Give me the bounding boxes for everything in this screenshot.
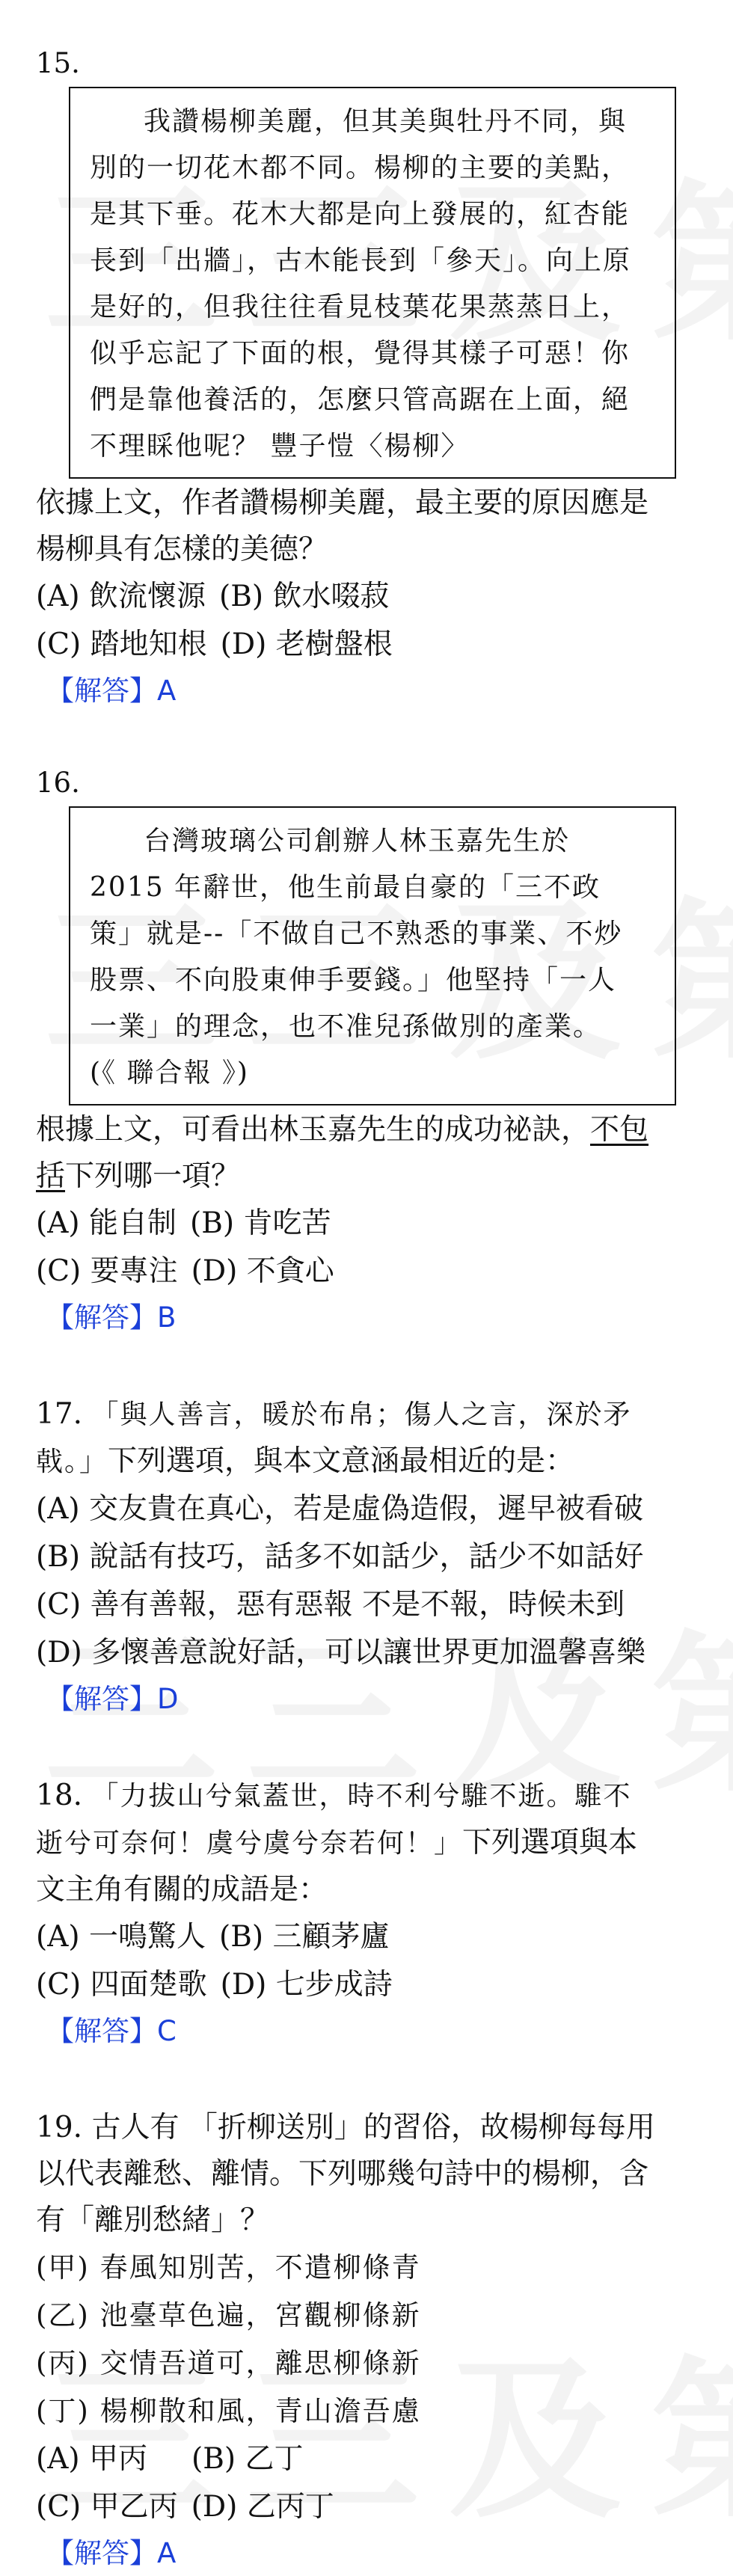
option-a[interactable]: (A) 飲流懷源 [36,580,206,613]
passage-line: 我讚楊柳美麗，但其美與牡丹不同，與 [144,106,628,137]
poem-item: (乙) 池臺草色遍，宮觀柳條新 [36,2299,421,2331]
option-b[interactable]: (B) 飲水啜菽 [219,580,390,613]
quoted-text: 逝兮可奈何！虞兮虞兮奈若何！」 [36,1828,463,1859]
passage-line: 是好的，但我往往看見枝葉花果蒸蒸日上， [90,292,631,322]
option-d[interactable]: (D) 老樹盤根 [220,628,393,661]
question-number: 17. [36,1397,83,1431]
answer-label: 【解答】A [46,675,177,707]
passage-line: 似乎忘記了下面的根，覺得其樣子可惡！你 [90,338,631,369]
question-number: 16. [36,767,80,799]
passage-box [69,806,676,1105]
answer-label: 【解答】B [46,1301,177,1334]
poem-item: (丁) 楊柳散和風，青山澹吾慮 [36,2395,421,2427]
option-c[interactable]: (C) 善有善報，惡有惡報 不是不報，時候未到 [36,1588,625,1622]
option-b[interactable]: (B) 三顧茅廬 [219,1920,390,1954]
poem-items [36,2244,697,2435]
passage-line: 長到「出牆」，古木能長到「參天」。向上原 [90,245,632,276]
question-19 [36,2105,697,2576]
question-stem: 19. 古人有 「折柳送別」的習俗，故楊柳每每用 以代表離愁、離情。下列哪幾句詩中的楊柳，含 有「離別愁緒」？ [36,2111,655,2237]
option-c[interactable]: (C) 踏地知根 [36,628,207,661]
option-d[interactable]: (D) 不貪心 [191,1254,334,1288]
option-d[interactable]: (D) 多懷善意說好話，可以讓世界更加溫馨喜樂 [36,1636,646,1669]
option-a[interactable]: (A) 能自制 [36,1206,177,1240]
quoted-text: 「與人善言，暖於布帛；傷人之言，深於矛 [91,1399,632,1430]
passage-line: 股票、不向股東伸手要錢。」他堅持「一人 [90,965,617,996]
question-15 [36,45,697,714]
option-a[interactable]: (A) 一鳴驚人 [36,1920,206,1954]
option-c[interactable]: (C) 四面楚歌 [36,1968,207,2002]
passage-line: 一業」的理念，也不准兒孫做別的產業。 [90,1011,602,1042]
quoted-text: 「力拔山兮氣蓋世，時不利兮騅不逝。騅不 [91,1781,632,1812]
question-stem: 17. 「與人善言，暖於布帛；傷人之言，深於矛 戟。」下列選項，與本文意涵最相近的是： [36,1397,632,1478]
options [36,2435,697,2531]
quoted-text: 戟。」 [36,1447,108,1477]
answer-label: 【解答】C [46,2015,177,2047]
option-d[interactable]: (D) 乙丙丁 [191,2490,334,2524]
question-17 [36,1391,697,1722]
options [36,1485,697,1677]
answer-label: 【解答】D [46,1683,179,1715]
question-number: 15. [36,47,80,79]
poem-item: (甲) 春風知別苦，不遣柳條青 [36,2251,421,2284]
option-b[interactable]: (B) 乙丁 [191,2442,304,2476]
question-stem: 根據上文，可看出林玉嘉先生的成功祕訣，不包 括下列哪一項？ [36,1113,649,1193]
passage-box [69,87,676,479]
question-number: 19. [36,2111,83,2144]
option-d[interactable]: (D) 七步成詩 [220,1968,393,2002]
question-16 [36,764,697,1340]
passage-line: 們是靠他養活的，怎麼只管高踞在上面，絕 [90,384,631,415]
question-number: 18. [36,1779,83,1812]
options [36,573,697,669]
underlined-text: 不包 [590,1113,649,1147]
option-b[interactable]: (B) 說話有技巧，話多不如話少，話少不如話好 [36,1540,644,1574]
passage-line: 台灣玻璃公司創辦人林玉嘉先生於 [144,826,571,856]
passage-line: 別的一切花木都不同。楊柳的主要的美點， [90,153,631,183]
question-stem: 依據上文，作者讚楊柳美麗，最主要的原因應是 楊柳具有怎樣的美德？ [36,486,649,566]
option-b[interactable]: (B) 肯吃苦 [190,1206,331,1240]
options [36,1913,697,2009]
poem-item: (丙) 交情吾道可，離思柳條新 [36,2347,421,2379]
question-18 [36,1773,697,2054]
passage-line: 是其下垂。花木大都是向上發展的，紅杏能 [90,199,631,230]
passage-line: 不理睬他呢？ 豐子愷〈楊柳〉 [90,431,470,461]
option-c[interactable]: (C) 甲乙丙 [36,2490,178,2524]
answer-label: 【解答】A [46,2537,177,2569]
underlined-text: 括 [36,1159,66,1193]
question-stem: 18. 「力拔山兮氣蓋世，時不利兮騅不逝。騅不 逝兮可奈何！虞兮虞兮奈若何！」下列選項與本 文主角有關的成語是： [36,1779,638,1907]
passage-line: 策」就是--「不做自己不熟悉的事業、不炒 [90,919,623,949]
option-a[interactable]: (A) 甲丙 [36,2442,147,2476]
options [36,1200,697,1295]
option-c[interactable]: (C) 要專注 [36,1254,178,1288]
passage-line: 2015 年辭世，他生前最自豪的「三不政 [90,872,601,903]
option-a[interactable]: (A) 交友貴在真心，若是虛偽造假，遲早被看破 [36,1492,643,1526]
passage-source: (《 聯合報 》) [90,1058,249,1088]
